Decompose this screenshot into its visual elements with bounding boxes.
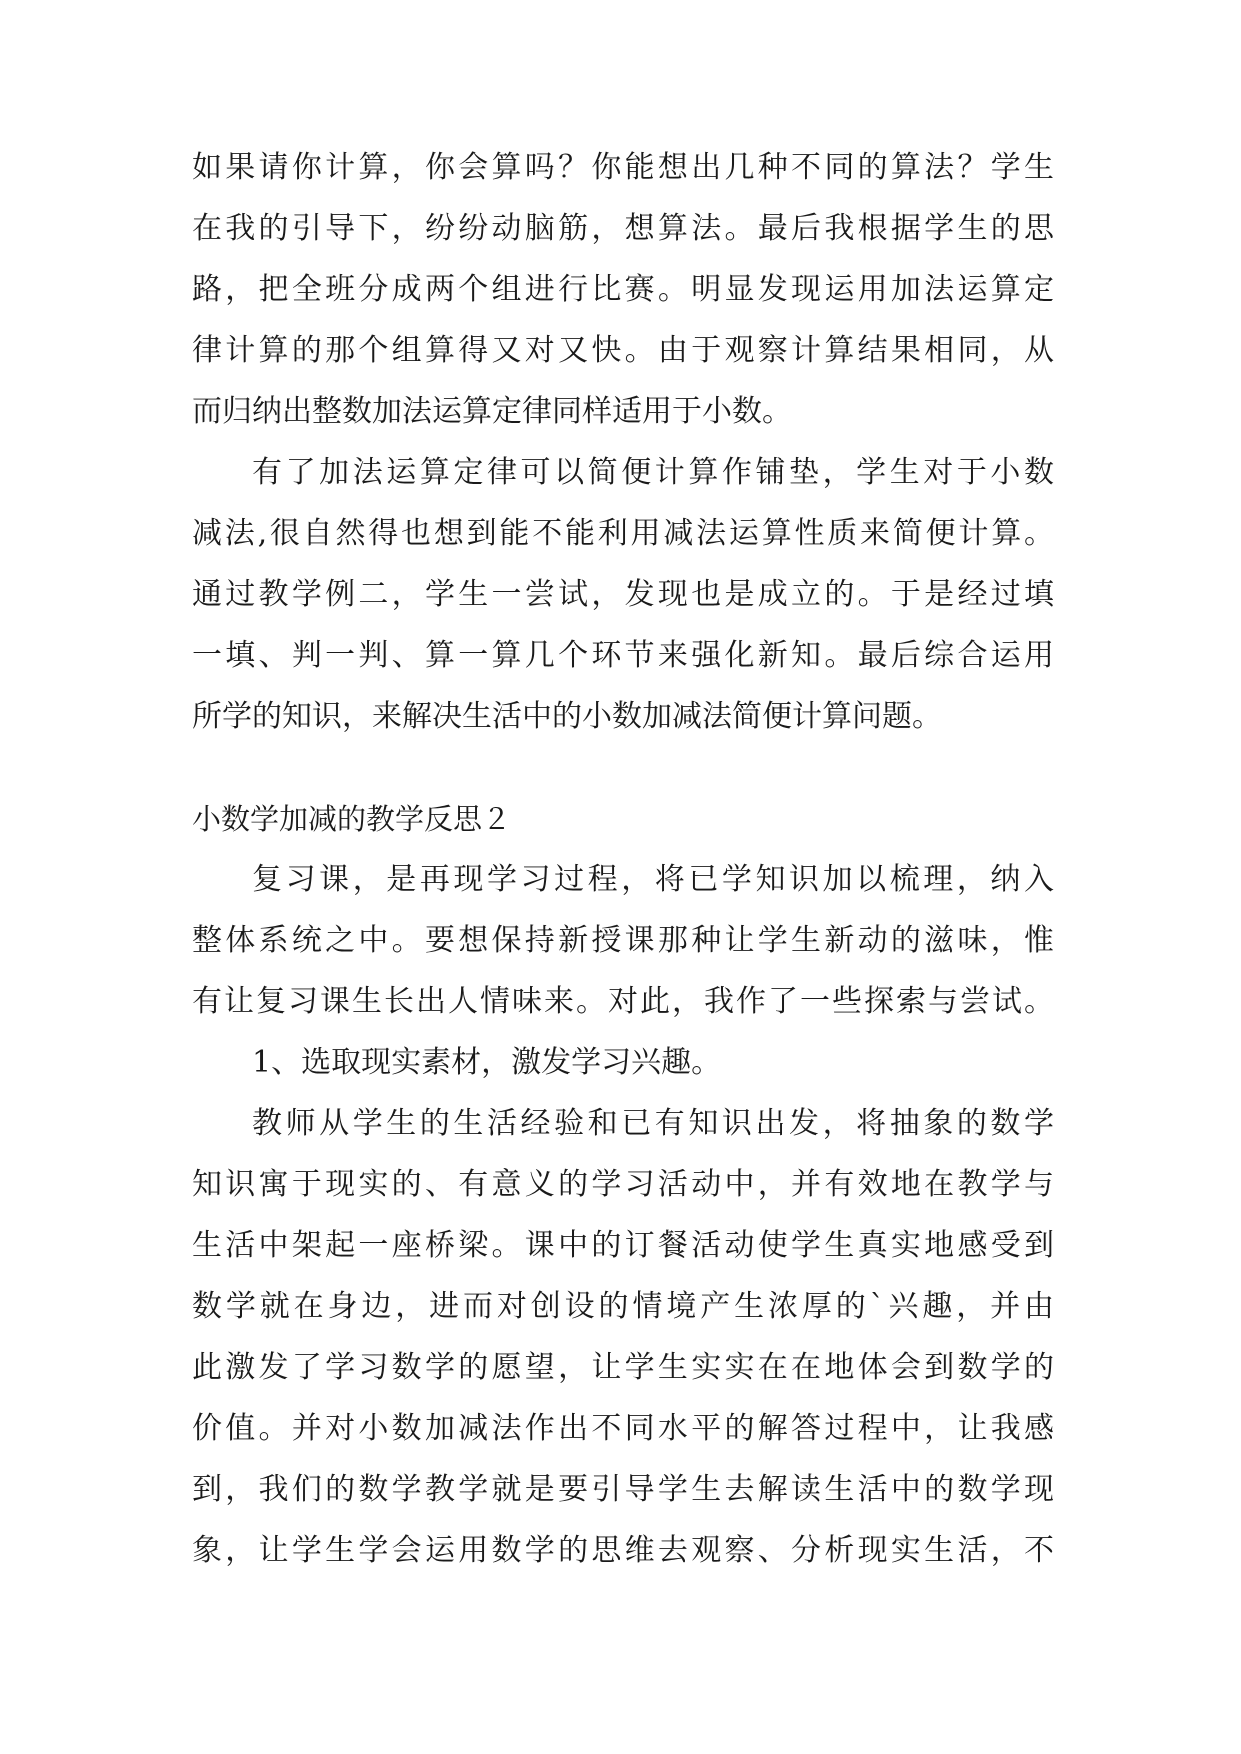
- paragraph-line: 减法,很自然得也想到能不能利用减法运算性质来简便计算。: [192, 516, 1054, 551]
- paragraph-line: 复习课，是再现学习过程，将已学知识加以梳理，纳入: [252, 862, 1054, 897]
- paragraph-line: 到，我们的数学教学就是要引导学生去解读生活中的数学现: [192, 1472, 1054, 1507]
- paragraph-line: 生活中架起一座桥梁。课中的订餐活动使学生真实地感受到: [192, 1228, 1054, 1263]
- paragraph-line: 所学的知识，来解决生活中的小数加减法简便计算问题。: [192, 699, 942, 734]
- paragraph-line: 而归纳出整数加法运算定律同样适用于小数。: [192, 394, 792, 429]
- section-heading: 小数学加减的教学反思２: [192, 802, 512, 836]
- paragraph-line: 知识寓于现实的、有意义的学习活动中，并有效地在教学与: [192, 1167, 1054, 1202]
- paragraph-line: 教师从学生的生活经验和已有知识出发，将抽象的数学: [252, 1106, 1054, 1141]
- paragraph-line: 此激发了学习数学的愿望，让学生实实在在地体会到数学的: [192, 1350, 1054, 1385]
- paragraph-line: 价值。并对小数加减法作出不同水平的解答过程中，让我感: [192, 1411, 1054, 1446]
- paragraph-line: 整体系统之中。要想保持新授课那种让学生新动的滋味，惟: [192, 923, 1054, 958]
- paragraph-line: 在我的引导下，纷纷动脑筋，想算法。最后我根据学生的思: [192, 211, 1054, 246]
- paragraph-line: 路，把全班分成两个组进行比赛。明显发现运用加法运算定: [192, 272, 1054, 307]
- paragraph-line: 象，让学生学会运用数学的思维去观察、分析现实生活，不: [192, 1533, 1054, 1568]
- paragraph-line: 有了加法运算定律可以简便计算作铺垫，学生对于小数: [252, 455, 1054, 490]
- paragraph-line: 如果请你计算，你会算吗？你能想出几种不同的算法？学生: [192, 150, 1054, 185]
- paragraph-line: 数学就在身边，进而对创设的情境产生浓厚的`兴趣，并由: [192, 1289, 1054, 1324]
- paragraph-line: 律计算的那个组算得又对又快。由于观察计算结果相同，从: [192, 333, 1054, 368]
- paragraph-line: 一填、判一判、算一算几个环节来强化新知。最后综合运用: [192, 638, 1054, 673]
- paragraph-line: 有让复习课生长出人情味来。对此，我作了一些探索与尝试。: [192, 984, 1054, 1019]
- list-item-heading: 1、选取现实素材，激发学习兴趣。: [252, 1045, 722, 1080]
- paragraph-line: 通过教学例二，学生一尝试，发现也是成立的。于是经过填: [192, 577, 1054, 612]
